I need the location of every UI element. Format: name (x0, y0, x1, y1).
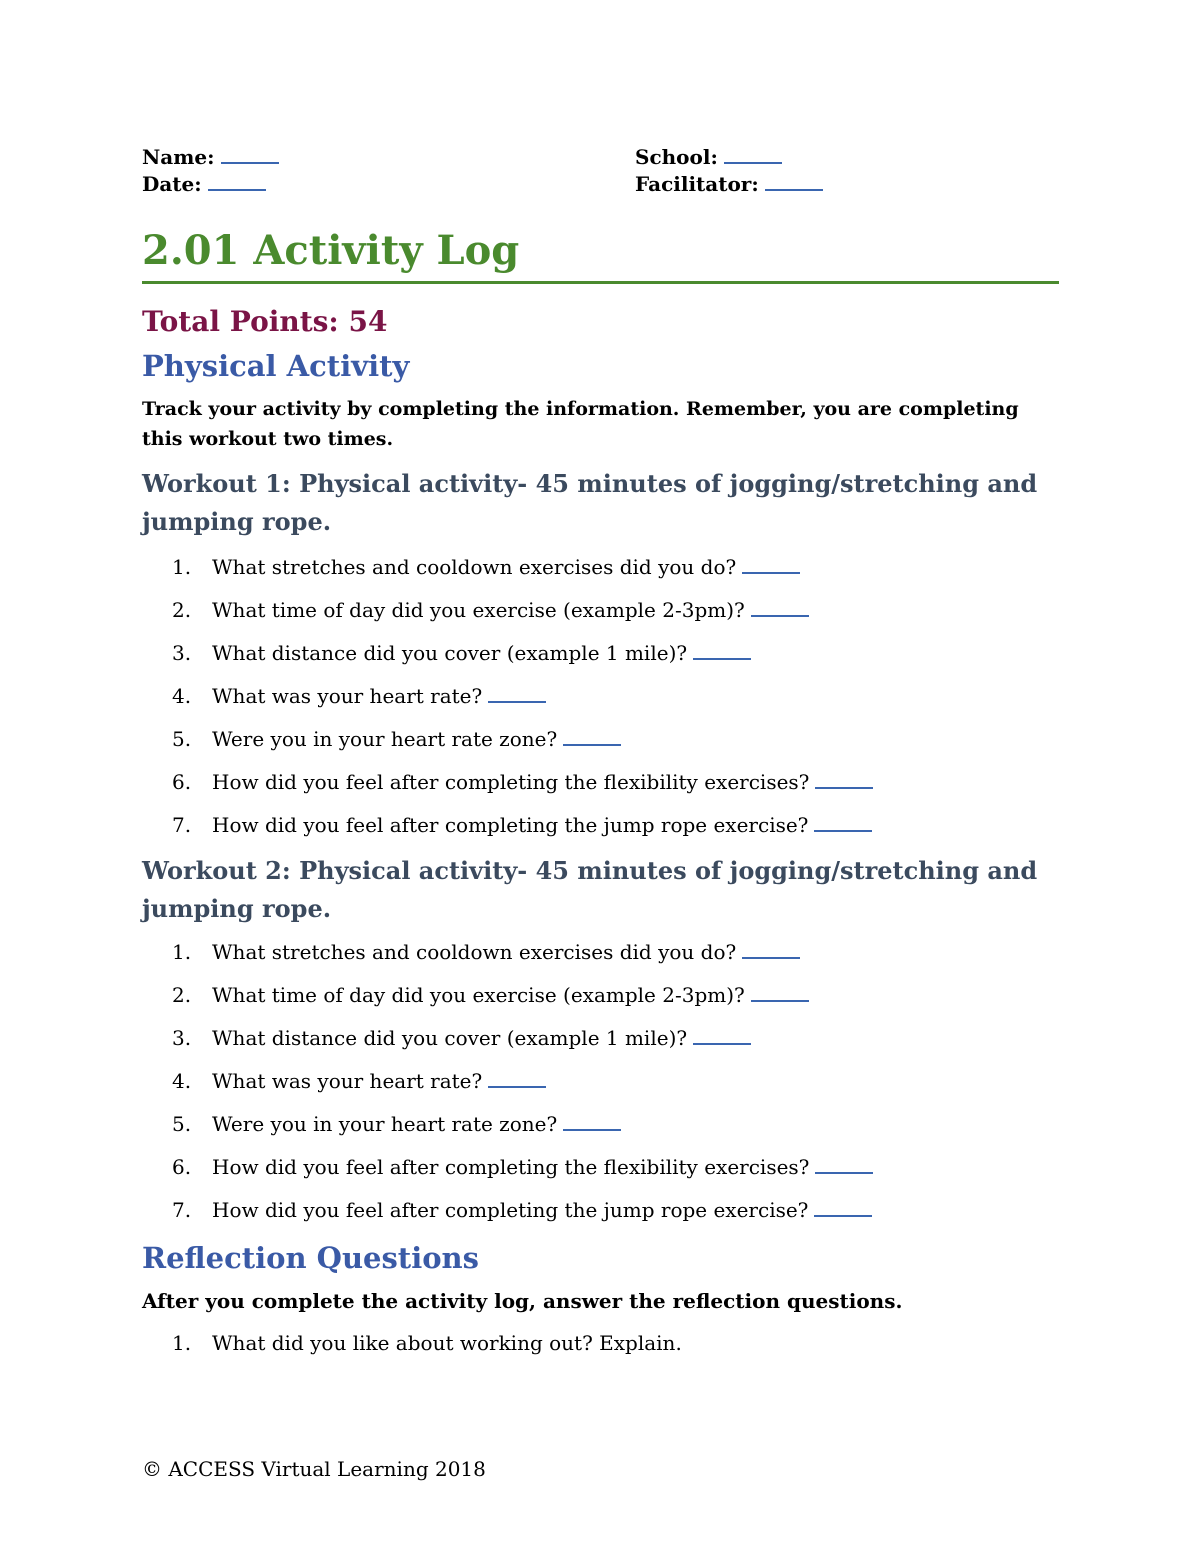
total-points: Total Points: 54 (142, 305, 388, 338)
answer-blank[interactable] (488, 683, 546, 703)
question-text: What time of day did you exercise (example 2-3pm)? (212, 983, 745, 1007)
name-field (142, 144, 279, 171)
school-label: School: (635, 145, 718, 169)
list-item (172, 589, 1059, 632)
list-item (172, 546, 1059, 589)
list-item (172, 718, 1059, 761)
list-item (172, 675, 1059, 718)
reflection-questions (172, 1322, 1059, 1365)
answer-blank[interactable] (742, 939, 800, 959)
document-page (142, 0, 1059, 1553)
question-text: How did you feel after completing the jump rope exercise? (212, 1198, 809, 1222)
question-text: What time of day did you exercise (example 2-3pm)? (212, 598, 745, 622)
question-number: 5. (172, 727, 192, 751)
workout-2-questions (172, 931, 1059, 1232)
question-text: What distance did you cover (example 1 mile)? (212, 1026, 688, 1050)
page-title: 2.01 Activity Log (142, 227, 520, 274)
question-number: 6. (172, 770, 192, 794)
question-text: How did you feel after completing the flexibility exercises? (212, 1155, 810, 1179)
question-number: 7. (172, 813, 192, 837)
question-text: What distance did you cover (example 1 mile)? (212, 641, 688, 665)
facilitator-blank[interactable] (765, 171, 823, 191)
question-number: 6. (172, 1155, 192, 1179)
answer-blank[interactable] (751, 597, 809, 617)
physical-activity-heading: Physical Activity (142, 349, 410, 383)
list-item (172, 931, 1059, 974)
answer-blank[interactable] (742, 554, 800, 574)
school-field (635, 144, 823, 171)
list-item (172, 1189, 1059, 1232)
question-number: 5. (172, 1112, 192, 1136)
question-text: How did you feel after completing the flexibility exercises? (212, 770, 810, 794)
header-left-column (142, 144, 279, 198)
answer-blank[interactable] (563, 726, 621, 746)
question-text: What did you like about working out? Explain. (212, 1331, 682, 1355)
answer-blank[interactable] (693, 1025, 751, 1045)
question-number: 4. (172, 1069, 192, 1093)
list-item (172, 1060, 1059, 1103)
answer-blank[interactable] (814, 812, 872, 832)
question-text: What was your heart rate? (212, 1069, 483, 1093)
question-text: What stretches and cooldown exercises did you do? (212, 940, 737, 964)
reflection-heading: Reflection Questions (142, 1241, 479, 1275)
question-text: What stretches and cooldown exercises did you do? (212, 555, 737, 579)
workout-2-heading: Workout 2: Physical activity- 45 minutes of jogging/stretching and jumping rope. (142, 856, 1038, 923)
list-item (172, 1103, 1059, 1146)
copyright-footer: © ACCESS Virtual Learning 2018 (142, 1457, 486, 1481)
question-text: Were you in your heart rate zone? (212, 727, 558, 751)
answer-blank[interactable] (563, 1111, 621, 1131)
question-text: Were you in your heart rate zone? (212, 1112, 558, 1136)
answer-blank[interactable] (815, 1154, 873, 1174)
list-item (172, 1017, 1059, 1060)
question-number: 1. (172, 1331, 192, 1355)
school-blank[interactable] (724, 144, 782, 164)
question-number: 4. (172, 684, 192, 708)
list-item (172, 632, 1059, 675)
question-number: 1. (172, 555, 192, 579)
workout-1-heading: Workout 1: Physical activity- 45 minutes of jogging/stretching and jumping rope. (142, 469, 1038, 536)
list-item (172, 761, 1059, 804)
date-field (142, 171, 279, 198)
facilitator-field (635, 171, 823, 198)
header-right-column (635, 144, 823, 198)
question-number: 2. (172, 983, 192, 1007)
name-blank[interactable] (221, 144, 279, 164)
list-item (172, 1146, 1059, 1189)
answer-blank[interactable] (815, 769, 873, 789)
question-number: 2. (172, 598, 192, 622)
facilitator-label: Facilitator: (635, 172, 759, 196)
question-number: 7. (172, 1198, 192, 1222)
answer-blank[interactable] (814, 1197, 872, 1217)
reflection-intro: After you complete the activity log, answer the reflection questions. (142, 1289, 903, 1313)
name-label: Name: (142, 145, 215, 169)
workout-1-questions (172, 546, 1059, 847)
title-divider (142, 281, 1059, 284)
list-item (172, 1322, 1059, 1365)
answer-blank[interactable] (751, 982, 809, 1002)
question-text: What was your heart rate? (212, 684, 483, 708)
answer-blank[interactable] (693, 640, 751, 660)
question-text: How did you feel after completing the jump rope exercise? (212, 813, 809, 837)
date-label: Date: (142, 172, 202, 196)
answer-blank[interactable] (488, 1068, 546, 1088)
list-item (172, 974, 1059, 1017)
question-number: 3. (172, 641, 192, 665)
question-number: 3. (172, 1026, 192, 1050)
physical-activity-intro: Track your activity by completing the information. Remember, you are completing this workout two times. (142, 398, 1019, 450)
question-number: 1. (172, 940, 192, 964)
list-item (172, 804, 1059, 847)
date-blank[interactable] (208, 171, 266, 191)
